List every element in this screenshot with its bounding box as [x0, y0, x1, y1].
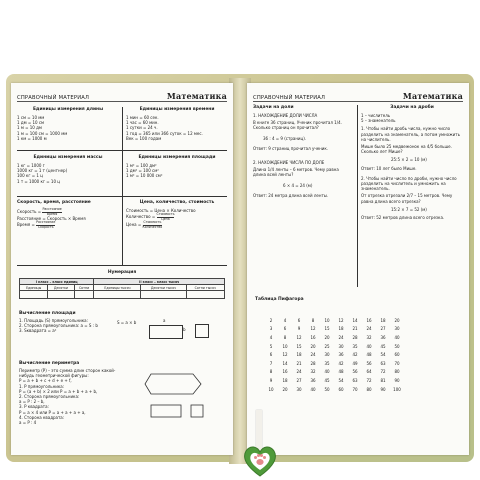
section-title: Нумерация	[107, 270, 137, 275]
line: P = (a + b) × 2 или P = a + b + a + b,	[19, 388, 98, 394]
step-heading: 1. НАХОЖДЕНИЕ ДОЛИ ЧИСЛА	[253, 113, 318, 118]
tasks-part-content	[253, 113, 353, 198]
task-answer: Ответ: 9 страниц прочитал ученик.	[253, 145, 329, 151]
section-title: Таблица Пифагора	[255, 297, 304, 302]
table-row	[264, 376, 404, 385]
table-cell: 70	[394, 360, 400, 366]
left-page-header	[17, 89, 227, 102]
table-cell: 16	[282, 369, 288, 375]
table-cell: 2	[269, 317, 273, 323]
side-label-a: a	[163, 318, 166, 323]
speed-formulas	[17, 208, 119, 230]
table-cell: 24	[310, 352, 316, 358]
table-cell: 20	[324, 334, 330, 340]
cost-formula: Стоимость = Цена × Количество	[126, 208, 196, 213]
table-cell: 48	[338, 369, 344, 375]
table-cell: 9	[269, 377, 273, 383]
table-cell: Сотни	[74, 285, 94, 291]
table-cell: 20	[282, 386, 288, 392]
table-cell	[48, 291, 74, 299]
price-formula	[126, 221, 228, 229]
table-cell: 24	[338, 334, 344, 340]
table-cell: 16	[310, 334, 316, 340]
line: 1. Площадь (S) прямоугольника:	[19, 318, 88, 323]
rectangle-shape	[151, 405, 181, 417]
table-cell: 12	[282, 352, 288, 358]
line: Век = 100 годам	[126, 135, 162, 141]
section-title: Единицы измерения площади	[138, 155, 216, 160]
table-cell	[141, 291, 186, 299]
table-cell: 27	[380, 326, 386, 332]
table-cell: 18	[296, 352, 302, 358]
table-cell: 40	[324, 369, 330, 375]
header-label: СПРАВОЧНЫЙ МАТЕРИАЛ	[17, 95, 90, 101]
table-cell: 80	[394, 369, 400, 375]
table-cell: 10	[282, 343, 288, 349]
line: 1 см = 10 мм	[17, 115, 45, 120]
table-cell: 18	[282, 377, 288, 383]
task-answer: Ответ: 52 метров длина всего отрезка.	[361, 215, 445, 221]
table-cell: 49	[352, 360, 358, 366]
row-divider	[17, 265, 227, 266]
table-cell	[94, 291, 141, 299]
table-cell: 3	[269, 326, 273, 332]
line: 1 год = 365 или 366 суток = 12 мес.	[126, 130, 203, 136]
section-title: Вычисление периметра	[19, 361, 80, 366]
table-cell: 40	[394, 334, 400, 340]
section-title: Цена, количество, стоимость	[139, 200, 215, 205]
table-cell: 6	[269, 352, 273, 358]
table-cell: 32	[310, 369, 316, 375]
fraction	[42, 208, 61, 216]
line: 1 т = 1000 кг = 10 ц	[17, 178, 60, 184]
line: 1 км = 1000 м	[17, 135, 47, 141]
table-cell: 21	[352, 326, 358, 332]
area-formula: S = a × b	[117, 320, 137, 325]
perimeter-block	[19, 361, 129, 425]
table-cell: 90	[394, 377, 400, 383]
table-cell: 16	[366, 317, 372, 323]
table-cell: 63	[380, 360, 386, 366]
table-cell: 36	[338, 352, 344, 358]
table-cell: 8	[269, 369, 273, 375]
line: 1 дм = 10 см	[17, 120, 45, 126]
line: 1 кг = 1000 г	[17, 163, 45, 168]
table-cell: 28	[310, 360, 316, 366]
rule-text: 1. Чтобы найти дробь числа, нужно число разделить на знаменатель, а потом умножить на числитель.	[361, 126, 460, 142]
table-cell: 30	[324, 352, 330, 358]
section-title: Скорость, время, расстояние	[17, 200, 91, 205]
table-cell: 27	[296, 377, 302, 383]
table-cell: 15	[324, 326, 330, 332]
table-cell: 81	[380, 377, 386, 383]
table-cell: 4	[269, 334, 273, 340]
price-formulas	[126, 208, 228, 230]
line: 100 кг = 1 ц	[17, 173, 43, 179]
line: a = P : 2 – b,	[19, 399, 45, 405]
table-row	[264, 350, 404, 359]
table-cell: 72	[366, 377, 372, 383]
label: Цена =	[126, 222, 142, 228]
paw-toe-icon	[257, 454, 260, 457]
table-cell: 18	[380, 317, 386, 323]
line: 1 м² = 100 дм²	[126, 163, 157, 168]
denominator: Цена	[161, 216, 170, 221]
perimeter-shapes	[143, 371, 223, 431]
line: P = a + b + c + d + e + f,	[19, 378, 72, 384]
table-cell: 40	[366, 343, 372, 349]
paw-toe-icon	[263, 456, 266, 459]
column-divider	[122, 107, 123, 265]
table-row	[264, 359, 404, 368]
table-cell: 56	[352, 369, 358, 375]
table-cell: 8	[283, 334, 287, 340]
paw-toe-icon	[254, 456, 257, 459]
table-row	[264, 316, 404, 325]
table-cell: 45	[324, 377, 330, 383]
left-page	[11, 83, 233, 455]
table-cell: 40	[310, 386, 316, 392]
task-answer: Ответ: 24 метра длина всей ленты.	[253, 192, 329, 198]
table-cell: 36	[380, 334, 386, 340]
table-cell	[186, 291, 225, 299]
table-cell: 60	[338, 386, 344, 392]
task-calc: 15:2 × 7 = 52 (м)	[391, 206, 427, 212]
table-cell: 4	[283, 317, 287, 323]
table-cell: 80	[366, 386, 372, 392]
table-cell: 14	[352, 317, 358, 323]
square-shape	[195, 324, 209, 338]
table-cell: 14	[282, 360, 288, 366]
line: 1 сутки = 24 ч.	[126, 125, 158, 131]
table-cell: 42	[338, 360, 344, 366]
table-cell: 24	[366, 326, 372, 332]
table-cell: 48	[366, 352, 372, 358]
line: a = P : 4	[19, 420, 37, 426]
perimeter-lines	[19, 368, 129, 425]
table-row	[264, 325, 404, 334]
table-cell	[74, 291, 94, 299]
right-page	[247, 83, 469, 455]
table-cell: 36	[310, 377, 316, 383]
side-label-b: b	[183, 327, 186, 332]
table-cell: 18	[338, 326, 344, 332]
table-cell: 7	[269, 360, 273, 366]
line: 3. P квадрата:	[19, 404, 49, 410]
table-cell: Десятки тысяч	[141, 285, 186, 291]
table-cell: 25	[324, 343, 330, 349]
table-cell: 56	[366, 360, 372, 366]
table-cell: 72	[380, 369, 386, 375]
rectangle-shape	[149, 325, 183, 339]
line: 1000 кг = 1 т (центнер)	[17, 168, 68, 174]
line: 3. Sквадрата = a²	[19, 328, 57, 334]
table-cell: 32	[366, 334, 372, 340]
section-title: Вычисление площади	[19, 311, 76, 316]
table-cell: 90	[380, 386, 386, 392]
quantity-formula	[126, 213, 228, 221]
table-cell: 20	[310, 343, 316, 349]
class-header: II класс – класс тысяч	[94, 279, 225, 285]
row-divider	[17, 196, 227, 197]
table-cell: Единицы	[20, 285, 48, 291]
row-divider	[17, 150, 227, 151]
line: 1. P прямоугольника:	[19, 383, 65, 389]
table-cell: 50	[324, 386, 330, 392]
time-units-block	[126, 107, 228, 141]
section-title: Задачи на доли	[253, 105, 294, 110]
numerator: Расстояние	[42, 207, 62, 211]
section-title: Единицы измерения массы	[33, 155, 103, 160]
table-cell: 10	[324, 317, 330, 323]
hexagon-shape	[145, 374, 201, 394]
table-row	[264, 342, 404, 351]
table-cell: 5	[269, 343, 273, 349]
table-cell: 12	[338, 317, 344, 323]
table-cell: 15	[296, 343, 302, 349]
line: 1 мин = 60 сек.	[126, 115, 159, 120]
mass-units-block	[17, 155, 119, 184]
table-cell: 9	[297, 326, 301, 332]
section-title: Единицы измерения длины	[32, 107, 104, 112]
task-text: Мише было 25 медвежонок на 4/5 больше. Сколько лет Мише?	[361, 144, 452, 155]
table-cell: Десятки	[48, 285, 74, 291]
table-cell	[20, 291, 48, 299]
task-answer: Ответ: 10 лет было Мише.	[361, 165, 417, 171]
speed-block	[17, 200, 119, 230]
table-cell: 64	[366, 369, 372, 375]
table-cell: 54	[338, 377, 344, 383]
line: 1 м² = 10 000 см²	[126, 173, 163, 179]
length-lines	[17, 115, 119, 141]
table-cell: 6	[297, 317, 301, 323]
table-cell: 54	[380, 352, 386, 358]
line: P = a × 4 или P = a + a + a + a,	[19, 409, 86, 415]
table-cell: 35	[352, 343, 358, 349]
table-row	[264, 385, 404, 394]
area-lines	[126, 163, 228, 179]
table-cell: 24	[296, 369, 302, 375]
numerator-label: 1 – числитель	[361, 113, 391, 118]
speed-formula	[17, 208, 119, 216]
table-cell: Сотни тысяч	[186, 285, 225, 291]
fraction	[36, 221, 55, 229]
time-formula	[17, 221, 119, 229]
line: Периметр (P) – это сумма длин сторон какой-нибудь геометрической фигуры:	[19, 368, 116, 379]
task-text: От отрезка отрезали 2/7 – 15 метров. Чему равна длина всего отрезка?	[361, 193, 453, 204]
numerator: Стоимость	[143, 220, 162, 225]
line: 4. Сторона квадрата:	[19, 414, 65, 420]
right-page-header	[253, 89, 463, 102]
table-cell: 35	[324, 360, 330, 366]
tasks-part-block	[253, 105, 353, 198]
table-cell: 6	[283, 326, 287, 332]
table-cell: 20	[394, 317, 400, 323]
denominator: Время	[46, 211, 58, 216]
label: Время =	[17, 222, 35, 228]
table-cell: 50	[394, 343, 400, 349]
column-divider	[357, 105, 358, 287]
line: 2. Сторона прямоугольника:	[19, 394, 80, 400]
numerator: Стоимость	[156, 212, 175, 217]
task-text: Длина 1/4 ленты – 6 метров. Чему равна длина всей ленты?	[253, 167, 339, 178]
table-cell: 8	[311, 317, 315, 323]
pythagoras-block	[255, 297, 404, 393]
table-cell: 63	[352, 377, 358, 383]
table-cell: 21	[296, 360, 302, 366]
tasks-fraction-content	[361, 113, 463, 220]
table-cell: 30	[296, 386, 302, 392]
line: 1 час = 60 мин.	[126, 120, 159, 126]
table-cell: 28	[352, 334, 358, 340]
line: 2. Сторона прямоугольника: a = S : b	[19, 323, 98, 329]
task-calc: 25:5 × 2 = 10 (м)	[391, 157, 427, 163]
denominator-label: 5 – знаменатель	[361, 118, 396, 124]
numbering-block	[19, 270, 225, 299]
task-text: В книге 36 страниц. Ученик прочитал 1/4. Сколько страниц он прочитал?	[253, 120, 342, 131]
task-calc: 6 × 4 = 24 (м)	[283, 182, 313, 188]
header-subject: Математика	[166, 91, 227, 101]
paw-pad-icon	[256, 459, 263, 465]
class-header: I класс – класс единиц	[20, 279, 94, 285]
square-shape	[191, 405, 203, 417]
time-lines	[126, 115, 228, 141]
pythagoras-table	[264, 316, 404, 393]
area-calc-block	[19, 311, 225, 351]
area-calc-lines	[19, 318, 115, 334]
table-cell: 10	[268, 386, 274, 392]
table-row	[264, 333, 404, 342]
table-row	[264, 368, 404, 377]
denominator: Количество	[142, 224, 163, 229]
table-cell: 42	[352, 352, 358, 358]
line: 1 м = 10 дм	[17, 125, 42, 131]
line: 1 м = 100 см = 1000 мм	[17, 130, 68, 136]
mass-lines	[17, 163, 119, 184]
price-block	[126, 200, 228, 230]
fraction	[143, 221, 163, 229]
table-cell: 30	[338, 343, 344, 349]
paw-toe-icon	[260, 454, 263, 457]
step-heading: 2. НАХОЖДЕНИЕ ЧИСЛА ПО ДОЛЕ	[253, 160, 325, 166]
task-calc: 36 : 4 = 9 (страниц).	[263, 135, 307, 141]
numbering-table	[19, 278, 225, 299]
section-title: Задачи на дроби	[390, 105, 434, 110]
area-units-block	[126, 155, 228, 179]
table-cell: 12	[296, 334, 302, 340]
table-cell: 100	[393, 386, 401, 392]
label: Скорость =	[17, 209, 42, 215]
header-label: СПРАВОЧНЫЙ МАТЕРИАЛ	[253, 95, 326, 101]
numerator: Расстояние	[36, 220, 56, 225]
section-title: Единицы измерения времени	[139, 107, 215, 112]
table-cell: 30	[394, 326, 400, 332]
rule-text: 2. Чтобы найти число по дроби, нужно число разделить на числитель и умножить на знаменатель.	[361, 175, 457, 192]
tasks-fraction-block	[361, 105, 463, 220]
denominator: Скорость	[37, 224, 54, 229]
heart-bookmark-icon	[240, 440, 280, 480]
distance-formula: Расстояние = Скорость × Время	[17, 216, 86, 222]
table-cell: 45	[380, 343, 386, 349]
table-cell: 60	[394, 352, 400, 358]
length-units-block	[17, 107, 119, 141]
table-cell: Единицы тысяч	[94, 285, 141, 291]
table-cell: 70	[352, 386, 358, 392]
label: Количество =	[126, 214, 156, 220]
line: 1 дм² = 100 см²	[126, 168, 159, 174]
header-subject: Математика	[402, 91, 463, 101]
table-cell: 12	[310, 326, 316, 332]
